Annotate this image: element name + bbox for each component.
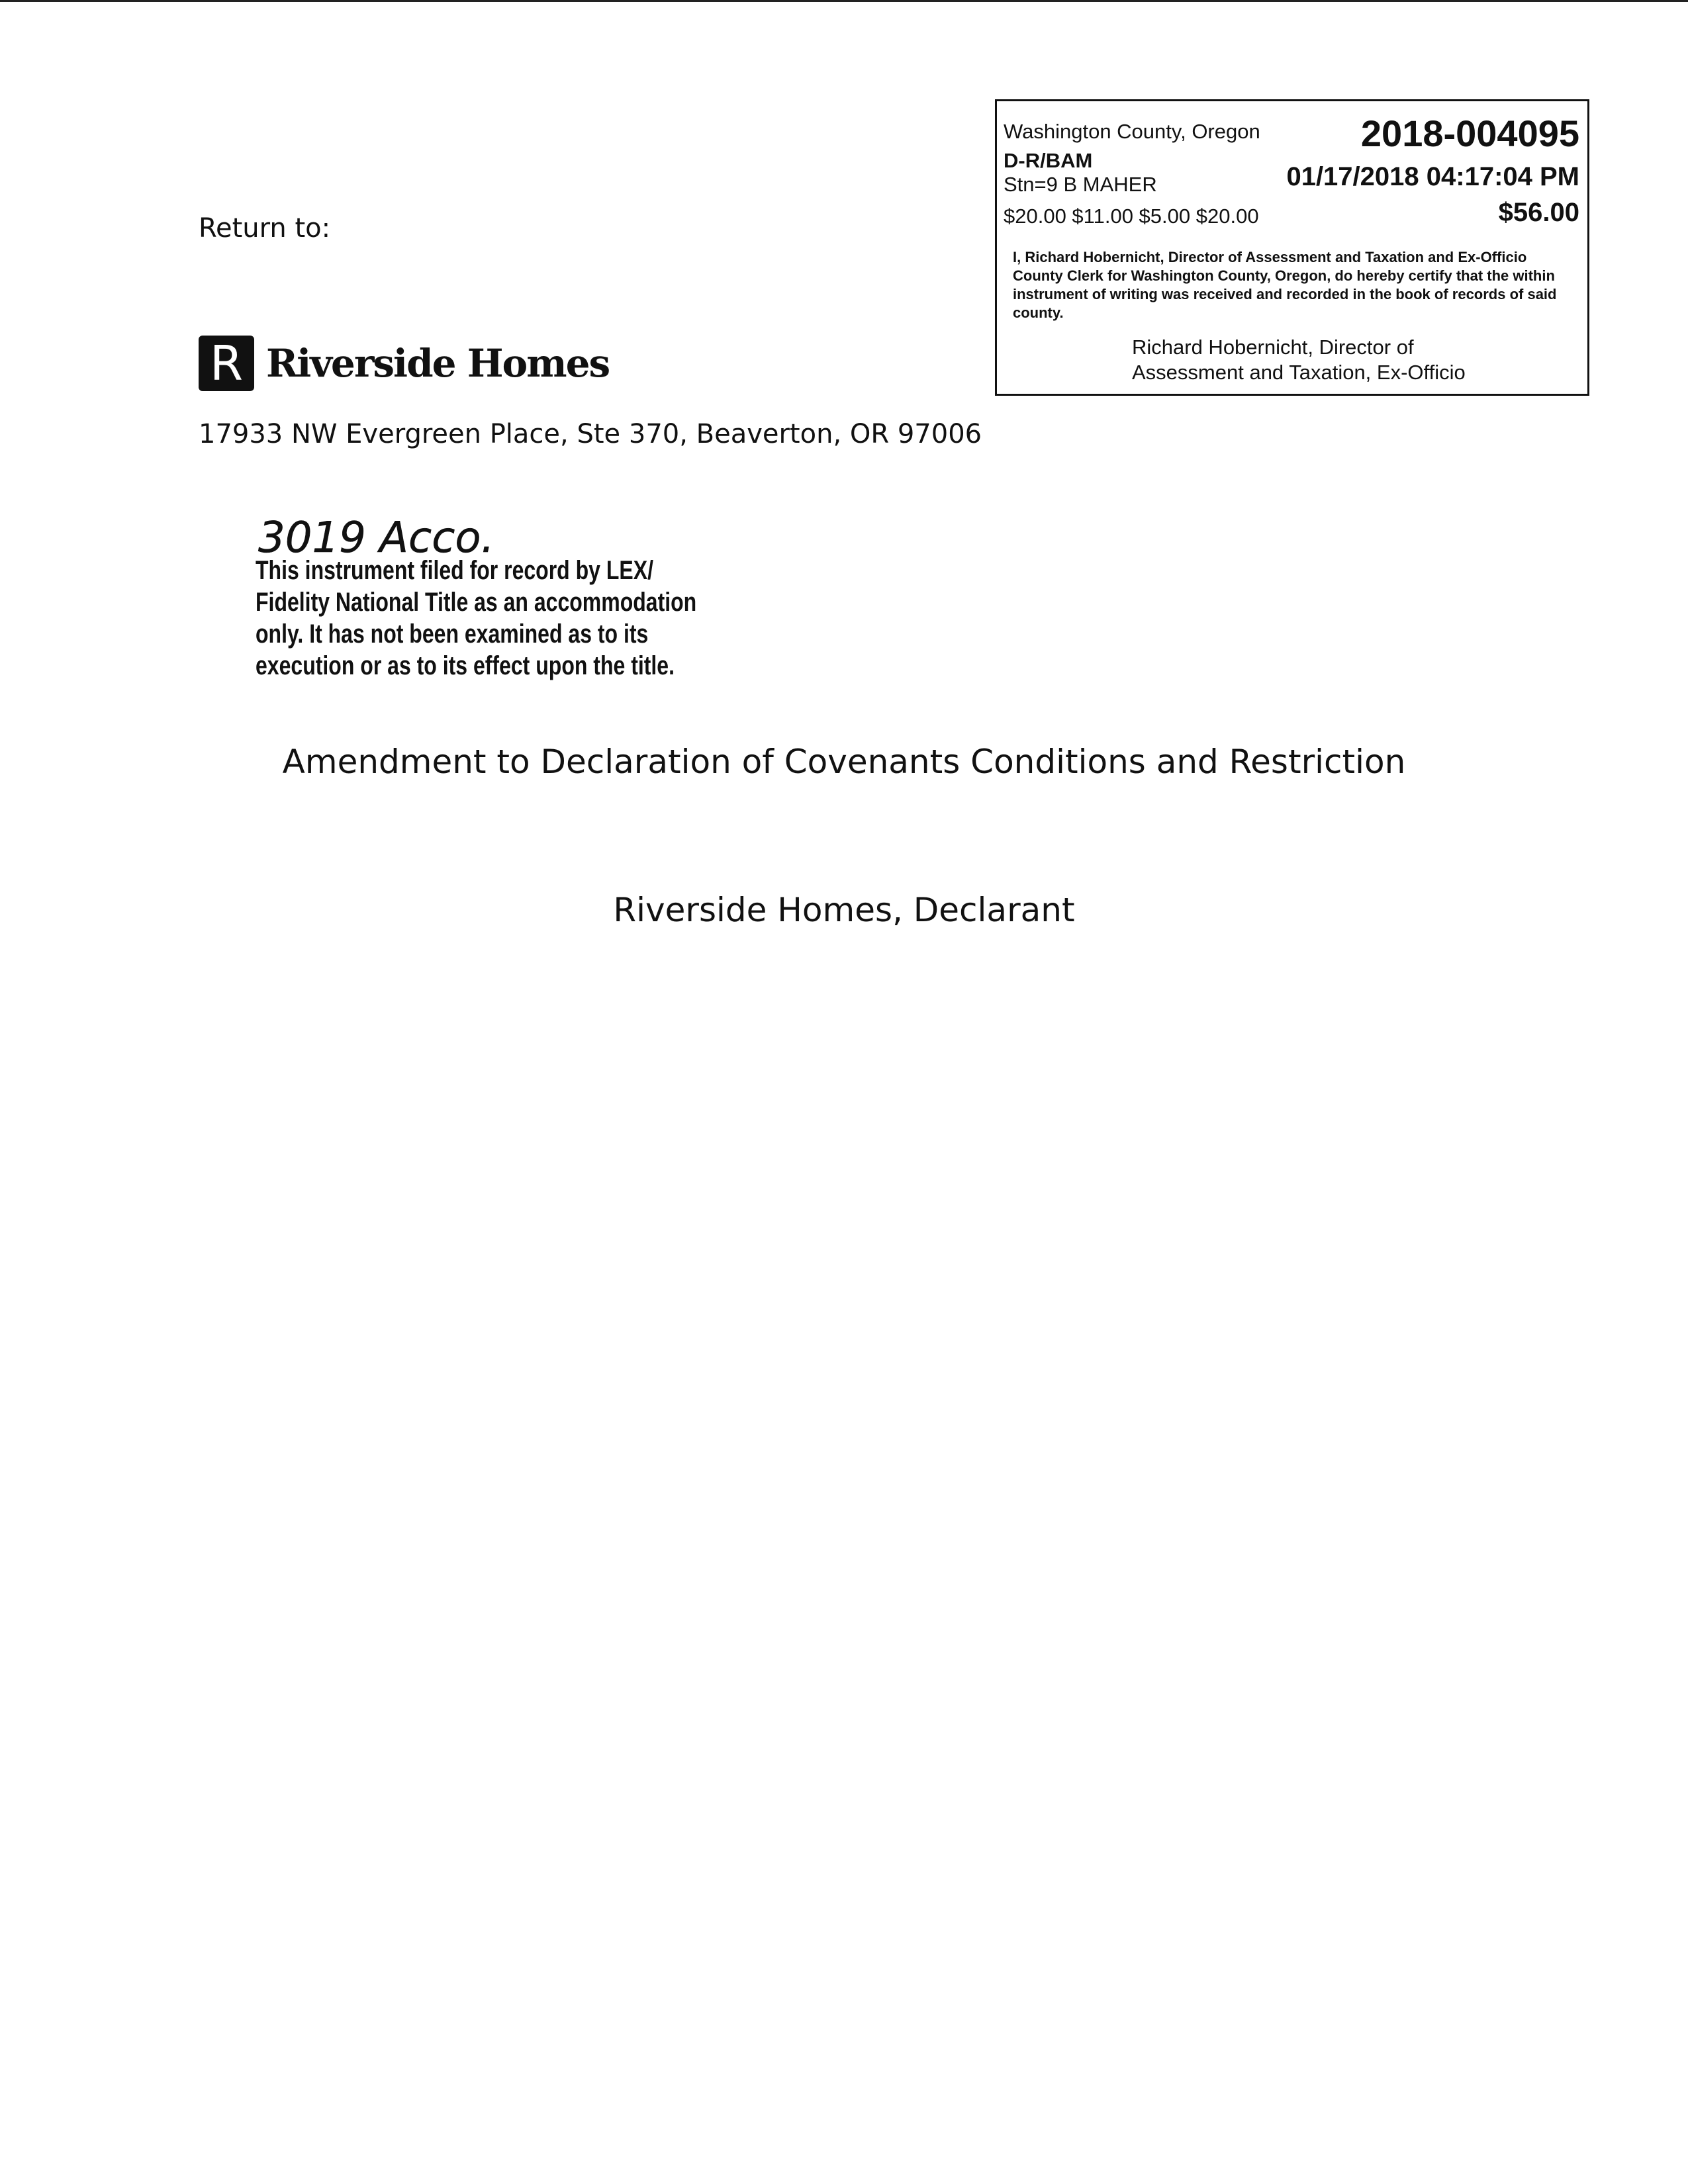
document-title: Amendment to Declaration of Covenants Conditions and Restriction <box>282 743 1406 781</box>
accommodation-stamp <box>256 555 697 682</box>
recording-doc-type: D-R/BAM <box>1004 149 1093 172</box>
stamp-line-4: execution or as to its effect upon the title. <box>256 651 675 680</box>
scan-top-edge <box>0 0 1688 2</box>
recording-fees: $20.00 $11.00 $5.00 $20.00 <box>1004 205 1259 228</box>
return-to-label: Return to: <box>199 213 331 244</box>
riverside-homes-logo <box>199 336 609 391</box>
document-subtitle: Riverside Homes, Declarant <box>613 891 1075 929</box>
stamp-line-3: only. It has not been examined as to its <box>256 619 649 649</box>
stamp-line-2: Fidelity National Title as an accommodation <box>256 588 697 617</box>
stamp-line-1: This instrument filed for record by LEX/ <box>256 556 653 585</box>
company-name: Riverside Homes <box>266 341 610 386</box>
recording-datetime: 01/17/2018 04:17:04 PM <box>1286 162 1579 191</box>
recording-signer-line1: Richard Hobernicht, Director of <box>1132 336 1414 359</box>
recording-certification: I, Richard Hobernicht, Director of Assessment and Taxation and Ex-Officio County Clerk for Washington County, Oregon, do hereby certify that the within instrument of writing was received and recorded in the book of records of said county. <box>1013 249 1557 321</box>
recording-signer-line2: Assessment and Taxation, Ex-Officio <box>1132 361 1466 384</box>
recording-stamp-box <box>995 99 1589 396</box>
recording-document-number: 2018-004095 <box>1360 113 1579 154</box>
handwritten-note-text: 3019 Acco. <box>258 514 494 563</box>
r-logo-icon: R <box>199 336 254 391</box>
recording-county: Washington County, Oregon <box>1004 120 1260 143</box>
recording-total: $56.00 <box>1498 198 1579 227</box>
recording-station: Stn=9 B MAHER <box>1004 173 1157 196</box>
return-address: 17933 NW Evergreen Place, Ste 370, Beaverton, OR 97006 <box>199 419 982 449</box>
